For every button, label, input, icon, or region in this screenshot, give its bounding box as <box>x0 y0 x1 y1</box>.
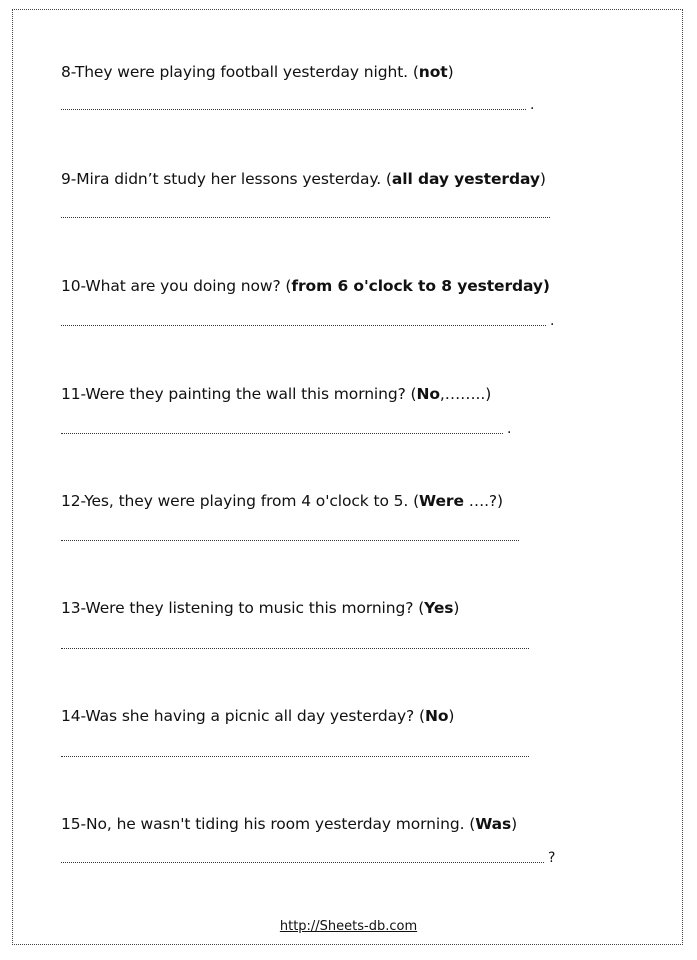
cue-word: Yes <box>424 599 454 617</box>
answer-line-11[interactable]: . <box>61 422 511 436</box>
cue-word: all day yesterday <box>391 170 540 188</box>
answer-line-10[interactable]: . <box>61 314 554 328</box>
answer-line-8[interactable]: . <box>61 98 534 112</box>
question-15: 15-No, he wasn't tiding his room yesterday morning. (Was) <box>61 815 518 833</box>
question-11: 11-Were they painting the wall this morning? (No,……..) <box>61 385 492 403</box>
question-14: 14-Was she having a picnic all day yesterday? (No) <box>61 707 455 725</box>
cue-word: not <box>418 63 448 81</box>
cue-word: Was <box>475 815 512 833</box>
answer-line-9[interactable] <box>61 206 554 220</box>
question-9: 9-Mira didn’t study her lessons yesterday. (all day yesterday) <box>61 170 546 188</box>
cue-word: Were <box>419 492 464 510</box>
cue-word: from 6 o'clock to 8 yesterday) <box>291 277 550 295</box>
answer-line-13[interactable] <box>61 637 533 651</box>
cue-word: No <box>424 707 449 725</box>
answer-line-14[interactable] <box>61 745 533 759</box>
question-13: 13-Were they listening to music this morning? (Yes) <box>61 599 460 617</box>
answer-line-12[interactable] <box>61 529 523 543</box>
cue-word: No <box>416 385 440 403</box>
question-10: 10-What are you doing now? (from 6 o'clock to 8 yesterday) <box>61 277 550 295</box>
question-12: 12-Yes, they were playing from 4 o'clock to 5. (Were ….?) <box>61 492 504 510</box>
page-border <box>12 9 683 945</box>
question-8: 8-They were playing football yesterday night. (not) <box>61 63 454 81</box>
answer-line-15[interactable]: ? <box>61 851 555 865</box>
footer-link[interactable]: http://Sheets-db.com <box>279 919 418 934</box>
